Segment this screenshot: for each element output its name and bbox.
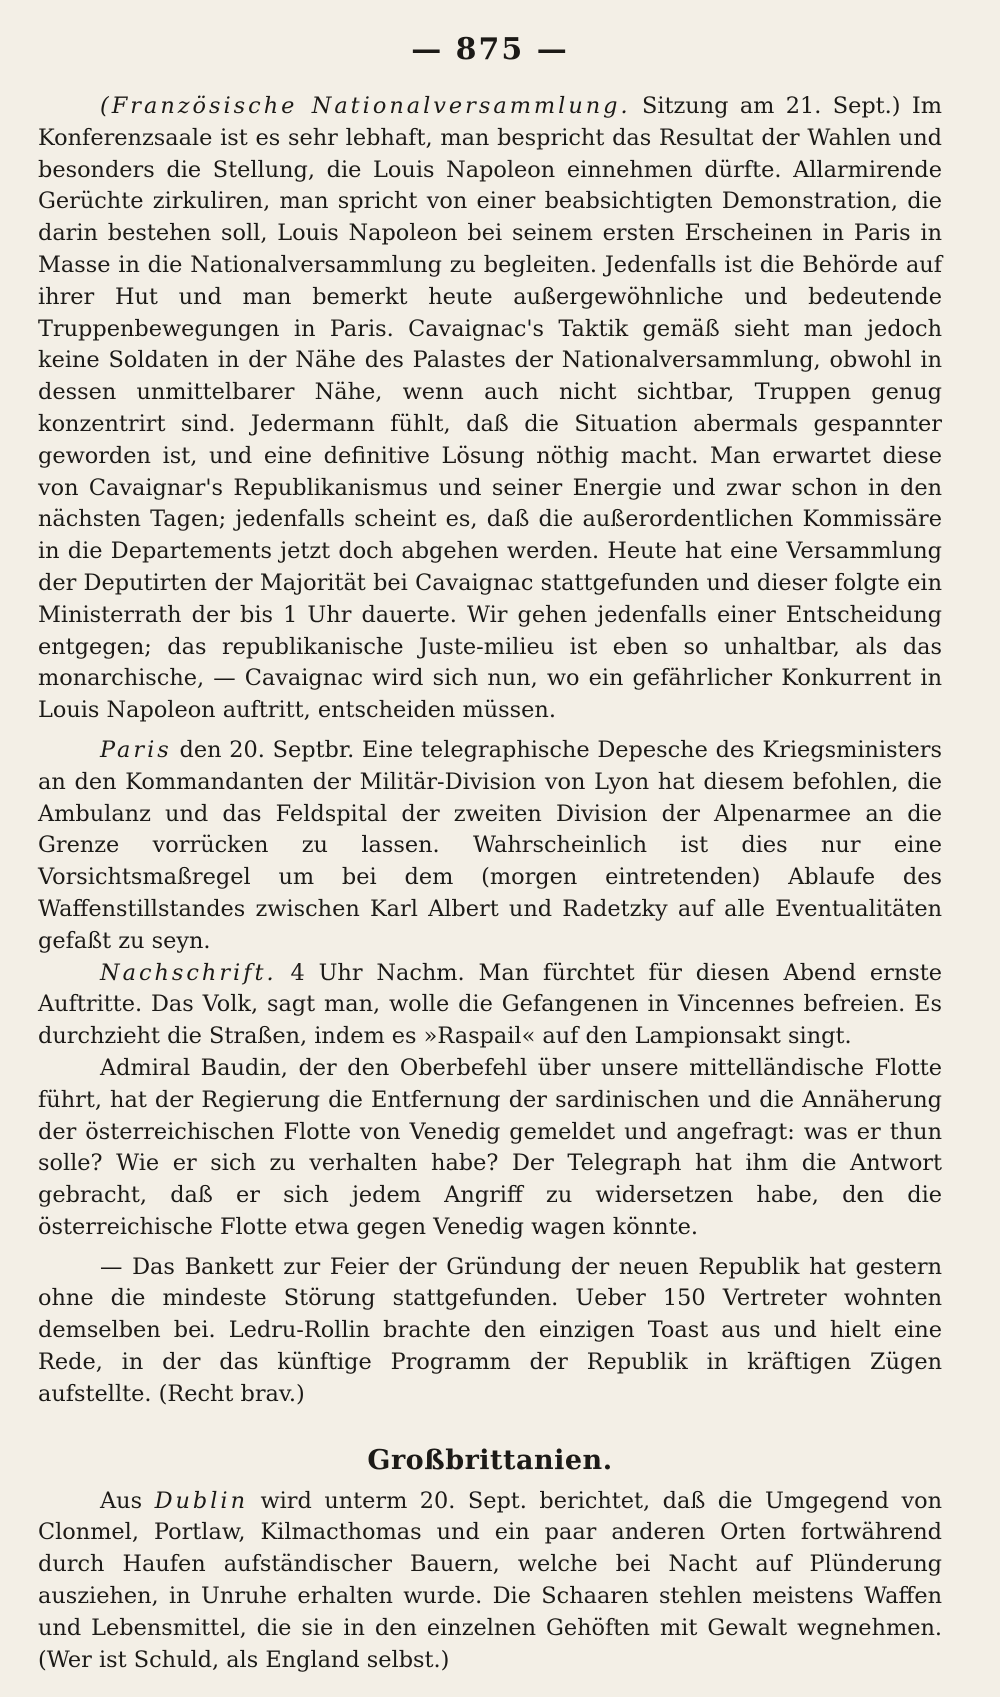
article-lead-postscript: Nachschrift. — [100, 959, 277, 986]
section-heading-great-britain: Großbrittanien. — [367, 1444, 613, 1476]
article-lead-national-assembly: (Französische Nationalversammlung. — [100, 93, 631, 119]
article-lead-paris: Paris — [100, 736, 172, 763]
article-admiral-baudin: Admiral Baudin, der den Oberbefehl über unsere mittelländische Flotte führt, hat der Regierung die Entfernung der sardinischen und die Annäherung der österreichischen Flotte von Venedig gemeldet und angefragt: was er thun solle? Wie er sich zu verhalten habe? Der Telegraph hat ihm die Antwort gebracht, daß er sich jedem Angriff zu widersetzen habe, den die österreichische Flotte etwa gegen Venedig wagen könnte. — [38, 1054, 942, 1240]
article-dublin — [38, 1486, 942, 1677]
article-body-paris: den 20. Septbr. Eine telegraphische Depesche des Kriegsministers an den Kommandanten der Militär-Division von Lyon hat diesem befohlen, die Ambulanz und das Feldspital der zweiten Division der Alpenarmee an die Grenze vorrücken zu lassen. Wahrscheinlich ist dies nur eine Vorsichtsmaßregel um bei dem (morgen eintretenden) Ablaufe des Waffenstillstandes zwischen Karl Albert und Radetzky auf alle Eventualitäten gefaßt zu seyn. — [38, 736, 942, 954]
page-number: — 875 — — [411, 32, 569, 67]
article-body-dublin: wird unterm 20. Sept. berichtet, daß die Umgegend von Clonmel, Portlaw, Kilmacthomas und ein paar anderen Orten fortwährend durch Haufen aufständischer Bauern, welche bei Nacht auf Plünderung ausziehen, in Unruhe erhalten wurde. Die Schaaren stehlen meistens Waffen und Lebensmittel, die sie in den einzelnen Gehöften mit Gewalt wegnehmen. (Wer ist Schuld, als England selbst.) — [38, 1487, 942, 1673]
article-body-national-assembly: Sitzung am 21. Sept.) Im Konferenzsaale ist es sehr lebhaft, man bespricht das Resultat der Wahlen und besonders die Stellung, die Louis Napoleon einnehmen dürfte. Allarmirende Gerüchte zirkuliren, man spricht von einer beabsichtigten Demonstration, die darin bestehen soll, Louis Napoleon bei seinem ersten Erscheinen in Paris in Masse in die Nationalversammlung zu begleiten. Jedenfalls ist die Behörde auf ihrer Hut und man bemerkt heute außergewöhnliche und bedeutende Truppenbewegungen in Paris. Cavaignac's Taktik gemäß sieht man jedoch keine Soldaten in der Nähe des Palastes der Nationalversammlung, obwohl in dessen unmittelbarer Nähe, wenn auch nicht sichtbar, Truppen genug konzentrirt sind. Jedermann fühlt, daß die Situation abermals gespannter geworden ist, und eine definitive Lösung nöthig macht. Man erwartet diese von Cavaignar's Republikanismus und seiner Energie und zwar schon in den nächsten Tagen; jedenfalls scheint es, daß die außerordentlichen Kommissäre in die Departements jetzt doch abgehen werden. Heute hat eine Versammlung der Deputirten der Majorität bei Cavaignac stattgefunden und dieser folgte ein Ministerrath der bis 1 Uhr dauerte. Wir gehen jedenfalls einer Entscheidung entgegen; das republikanische Juste-milieu ist eben so unhaltbar, als das monarchische, — Cavaignac wird sich nun, wo ein gefährlicher Konkurrent in Louis Napoleon auftritt, entscheiden müssen. — [38, 93, 942, 724]
article-banquet: — Das Bankett zur Feier der Gründung der neuen Republik hat gestern ohne die mindeste Störung stattgefunden. Ueber 150 Vertreter wohnten demselben bei. Ledru-Rollin brachte den einzigen Toast aus und hielt eine Rede, in der das künftige Programm der Republik in kräftigen Zügen aufstellte. (Recht brav.) — [38, 1253, 942, 1407]
article-lead-dublin: Dublin — [154, 1487, 249, 1514]
article-national-assembly — [38, 91, 942, 727]
article-pre-dublin: Aus — [100, 1487, 155, 1514]
article-paris — [38, 735, 942, 958]
article-body-postscript: 4 Uhr Nachm. Man fürchtet für diesen Abend ernste Auftritte. Das Volk, sagt man, wolle die Gefangenen in Vincennes befreien. Es durchzieht die Straßen, indem es »Raspail« auf den Lampionsakt singt. — [38, 959, 942, 1050]
article-postscript — [38, 958, 942, 1053]
